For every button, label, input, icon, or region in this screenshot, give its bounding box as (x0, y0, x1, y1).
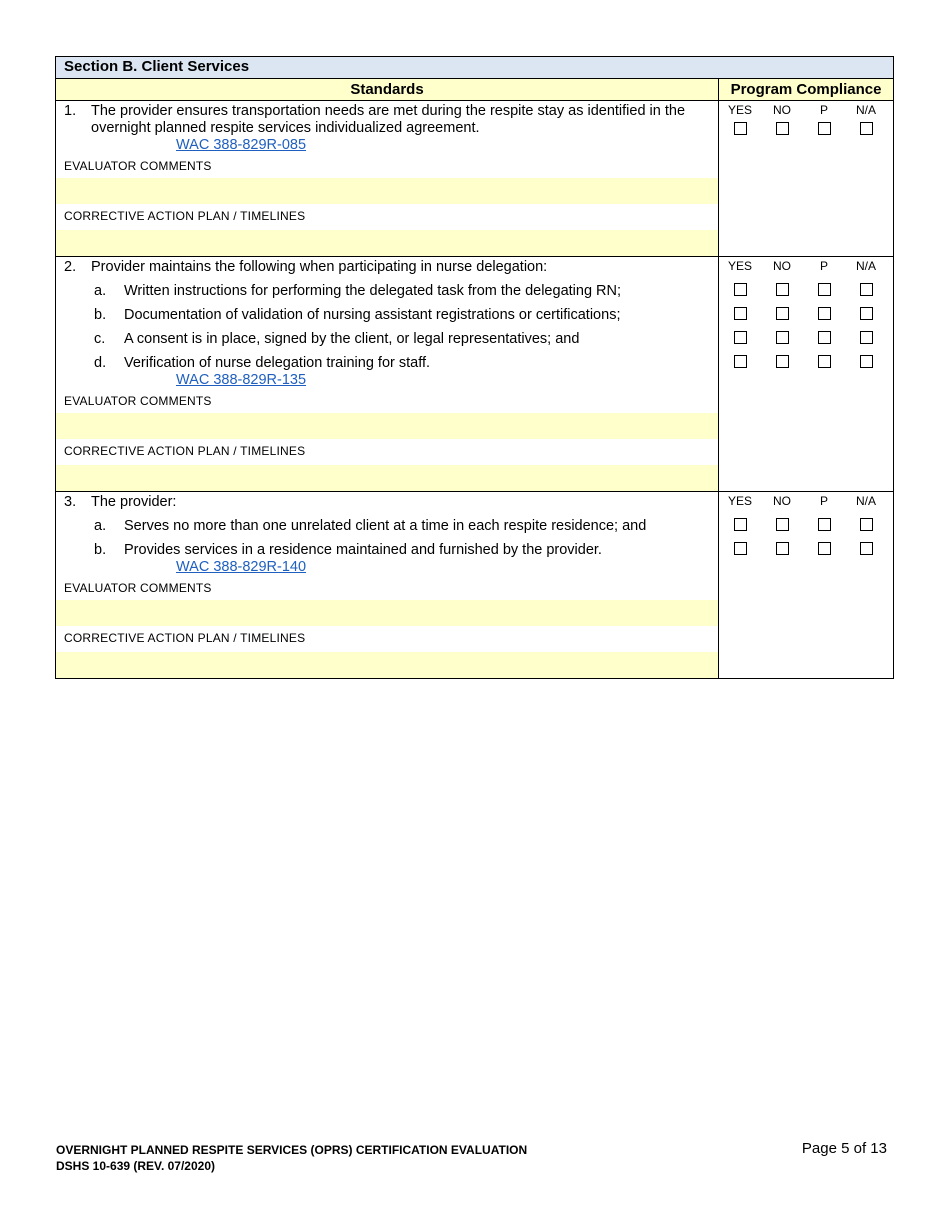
c-p-checkbox[interactable] (818, 331, 831, 344)
no-label: NO (773, 259, 791, 273)
no-label: NO (773, 103, 791, 117)
a-yes-checkbox[interactable] (734, 283, 747, 296)
corrective-action-field[interactable] (56, 652, 718, 678)
wac-link[interactable]: WAC 388-829R-140 (176, 559, 307, 575)
a-yes-checkbox[interactable] (734, 518, 747, 531)
yes-label: YES (727, 103, 752, 117)
b-yes-checkbox[interactable] (734, 307, 747, 320)
evaluator-comments-field[interactable] (56, 413, 718, 439)
a-no-checkbox[interactable] (776, 518, 789, 531)
d-no-checkbox[interactable] (776, 355, 789, 368)
item-text: The provider: (91, 494, 177, 510)
na-label: N/A (855, 494, 876, 508)
c-yes-checkbox[interactable] (734, 331, 747, 344)
b-no-checkbox[interactable] (776, 542, 789, 555)
wac-link[interactable]: WAC 388-829R-135 (176, 372, 307, 388)
wac-link[interactable]: WAC 388-829R-085 (176, 137, 307, 153)
na-label: N/A (855, 103, 876, 117)
form-title: OVERNIGHT PLANNED RESPITE SERVICES (OPRS) CERTIFICATION EVALUATION (56, 1143, 528, 1157)
b-na-checkbox[interactable] (860, 307, 873, 320)
b-yes-checkbox[interactable] (734, 542, 747, 555)
item-number: 2. (64, 259, 77, 275)
d-na-checkbox[interactable] (860, 355, 873, 368)
sub-item-a: a. Serves no more than one unrelated client at a time in each respite residence; and (94, 518, 647, 534)
evaluator-comments-field[interactable] (56, 600, 718, 626)
item-number: 3. (64, 494, 77, 510)
b-p-checkbox[interactable] (818, 542, 831, 555)
a-na-checkbox[interactable] (860, 518, 873, 531)
standard-item-3 (56, 492, 893, 678)
corrective-action-label: CORRECTIVE ACTION PLAN / TIMELINES (64, 444, 306, 458)
item-number: 1. (64, 103, 77, 119)
sub-item-d: d. Verification of nurse delegation training for staff. (94, 355, 431, 371)
corrective-action-field[interactable] (56, 230, 718, 256)
evaluator-comments-label: EVALUATOR COMMENTS (64, 581, 212, 595)
yes-label: YES (727, 259, 752, 273)
a-p-checkbox[interactable] (818, 283, 831, 296)
na-label: N/A (855, 259, 876, 273)
client-services-form (55, 56, 894, 679)
compliance-options (719, 257, 893, 491)
compliance-options (719, 492, 893, 678)
standard-item-1 (56, 101, 893, 257)
b-na-checkbox[interactable] (860, 542, 873, 555)
yes-label: YES (727, 494, 752, 508)
p-label: P (819, 103, 828, 117)
d-p-checkbox[interactable] (818, 355, 831, 368)
page-number: Page 5 of 13 (801, 1140, 887, 1157)
a-na-checkbox[interactable] (860, 283, 873, 296)
corrective-action-field[interactable] (56, 465, 718, 491)
a-no-checkbox[interactable] (776, 283, 789, 296)
form-footer (56, 1142, 527, 1174)
b-no-checkbox[interactable] (776, 307, 789, 320)
sub-item-b: b. Documentation of validation of nursing assistant registrations or certifications; (94, 307, 621, 323)
b-p-checkbox[interactable] (818, 307, 831, 320)
p-checkbox[interactable] (818, 122, 831, 135)
d-yes-checkbox[interactable] (734, 355, 747, 368)
yes-checkbox[interactable] (734, 122, 747, 135)
compliance-header: Program Compliance (730, 81, 882, 98)
form-number: DSHS 10-639 (REV. 07/2020) (56, 1159, 215, 1173)
no-checkbox[interactable] (776, 122, 789, 135)
a-p-checkbox[interactable] (818, 518, 831, 531)
column-headers (56, 79, 893, 101)
evaluator-comments-label: EVALUATOR COMMENTS (64, 394, 212, 408)
c-na-checkbox[interactable] (860, 331, 873, 344)
standards-header: Standards (56, 79, 719, 100)
p-label: P (819, 494, 828, 508)
compliance-options (719, 101, 893, 256)
no-label: NO (773, 494, 791, 508)
item-text: The provider ensures transportation needs are met during the respite stay as identified in the overnight planned respite services individualized agreement. (91, 103, 686, 136)
evaluator-comments-field[interactable] (56, 178, 718, 204)
standard-item-2 (56, 257, 893, 492)
evaluator-comments-label: EVALUATOR COMMENTS (64, 159, 212, 173)
sub-item-a: a. Written instructions for performing the delegated task from the delegating RN; (94, 283, 622, 299)
corrective-action-label: CORRECTIVE ACTION PLAN / TIMELINES (64, 209, 306, 223)
section-title: Section B. Client Services (56, 57, 893, 79)
corrective-action-label: CORRECTIVE ACTION PLAN / TIMELINES (64, 631, 306, 645)
sub-item-c: c. A consent is in place, signed by the client, or legal representatives; and (94, 331, 580, 347)
na-checkbox[interactable] (860, 122, 873, 135)
item-text: Provider maintains the following when participating in nurse delegation: (91, 259, 548, 275)
c-no-checkbox[interactable] (776, 331, 789, 344)
sub-item-b: b. Provides services in a residence maintained and furnished by the provider. (94, 542, 602, 558)
p-label: P (819, 259, 828, 273)
